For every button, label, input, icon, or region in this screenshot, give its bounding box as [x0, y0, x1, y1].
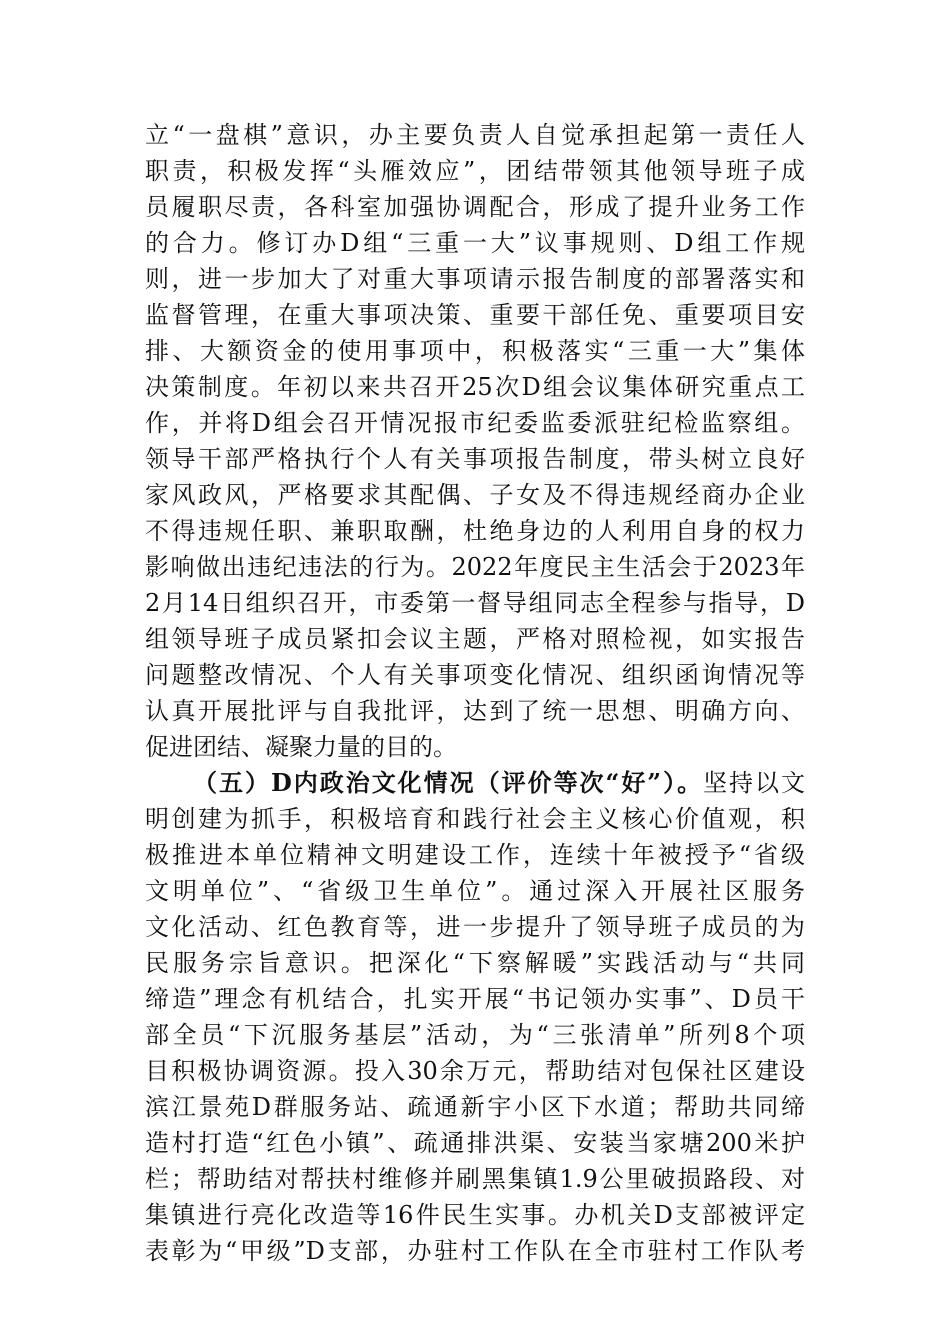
- text-line: 决策制度。年初以来共召开25次D组会议集体研究重点工: [145, 373, 805, 401]
- text-line: 2月14日组织召开，市委第一督导组同志全程参与指导，D: [145, 589, 805, 617]
- text-line: 促进团结、凝聚力量的目的。: [145, 733, 457, 761]
- text-line: 表彰为“甲级”D支部，办驻村工作队在全市驻村工作队考: [145, 1237, 805, 1265]
- text-line: 部全员“下沉服务基层”活动，为“三张清单”所列8个项: [145, 1021, 805, 1049]
- text-line: 认真开展批评与自我批评，达到了统一思想、明确方向、: [145, 697, 805, 725]
- text-line: 的合力。修订办D组“三重一大”议事规则、D组工作规: [145, 229, 805, 257]
- text-line: 民服务宗旨意识。把深化“下察解暖”实践活动与“共同: [145, 949, 805, 977]
- text-line: 立“一盘棋”意识，办主要负责人自觉承担起第一责任人: [145, 121, 805, 149]
- text-line: 作，并将D组会召开情况报市纪委监委派驻纪检监察组。: [145, 409, 805, 437]
- text-line: 影响做出违纪违法的行为。2022年度民主生活会于2023年: [145, 553, 805, 581]
- text-line: 明创建为抓手，积极培育和践行社会主义核心价值观，积: [145, 805, 805, 833]
- text-line: 员履职尽责，各科室加强协调配合，形成了提升业务工作: [145, 193, 805, 221]
- text-line: 领导干部严格执行个人有关事项报告制度，带头树立良好: [145, 445, 805, 473]
- section-heading: （五）D内政治文化情况（评价等次“好”）。: [193, 768, 704, 797]
- text-line: 排、大额资金的使用事项中，积极落实“三重一大”集体: [145, 337, 805, 365]
- heading-line-text: 坚持以文: [703, 769, 806, 797]
- text-line: 不得违规任职、兼职取酬，杜绝身边的人利用自身的权力: [145, 517, 805, 545]
- text-line: 监督管理，在重大事项决策、重要干部任免、重要项目安: [145, 301, 805, 329]
- text-line: 文明单位”、“省级卫生单位”。通过深入开展社区服务: [145, 877, 805, 905]
- text-line: 造村打造“红色小镇”、疏通排洪渠、安装当家塘200米护: [145, 1129, 805, 1157]
- text-line: 问题整改情况、个人有关事项变化情况、组织函询情况等: [145, 661, 805, 689]
- text-line: 集镇进行亮化改造等16件民生实事。办机关D支部被评定: [145, 1201, 805, 1229]
- text-line: 家风政风，严格要求其配偶、子女及不得违规经商办企业: [145, 481, 805, 509]
- text-line: 滨江景苑D群服务站、疏通新宇小区下水道；帮助共同缔: [145, 1093, 805, 1121]
- text-line: 职责，积极发挥“头雁效应”，团结带领其他领导班子成: [145, 157, 805, 185]
- text-line: 缔造”理念有机结合，扎实开展“书记领办实事”、D员干: [145, 985, 805, 1013]
- text-line: 组领导班子成员紧扣会议主题，严格对照检视，如实报告: [145, 625, 805, 653]
- section-heading-line: [193, 765, 805, 801]
- text-line: 目积极协调资源。投入30余万元，帮助结对包保社区建设: [145, 1057, 805, 1085]
- text-line: 栏；帮助结对帮扶村维修并刷黑集镇1.9公里破损路段、对: [145, 1165, 805, 1193]
- text-line: 极推进本单位精神文明建设工作，连续十年被授予“省级: [145, 841, 805, 869]
- text-line: 文化活动、红色教育等，进一步提升了领导班子成员的为: [145, 913, 805, 941]
- text-line: 则，进一步加大了对重大事项请示报告制度的部署落实和: [145, 265, 805, 293]
